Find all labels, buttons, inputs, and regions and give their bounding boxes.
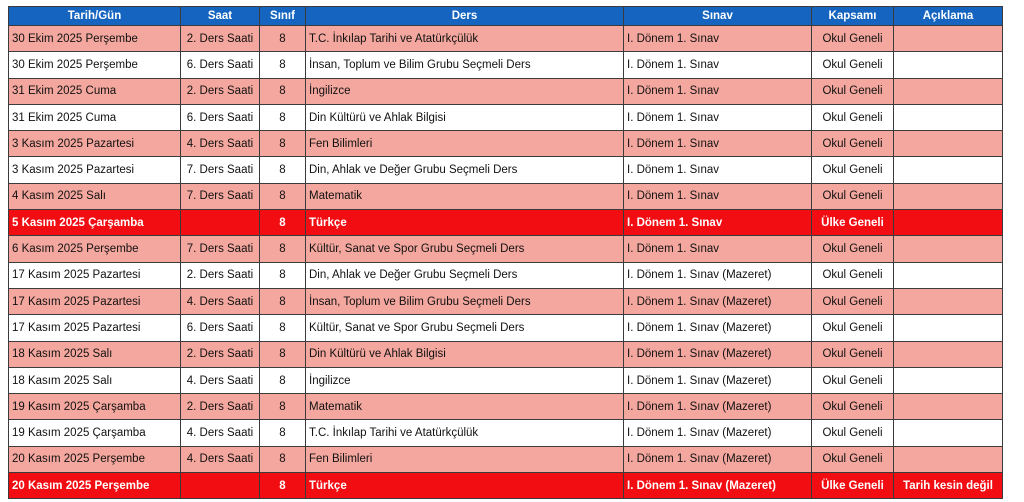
cell-course[interactable]: İngilizce <box>306 78 624 104</box>
cell-course[interactable]: Türkçe <box>306 473 624 499</box>
header-exam[interactable]: Sınav <box>624 7 812 26</box>
exam-schedule-table <box>8 6 1003 499</box>
table-row <box>9 78 1003 104</box>
table-row <box>9 236 1003 262</box>
cell-exam[interactable]: I. Dönem 1. Sınav <box>624 210 812 236</box>
cell-date[interactable]: 30 Ekim 2025 Perşembe <box>9 52 181 78</box>
cell-date[interactable]: 18 Kasım 2025 Salı <box>9 341 181 367</box>
cell-hour[interactable] <box>181 473 260 499</box>
cell-note[interactable] <box>894 210 1003 236</box>
cell-exam[interactable]: I. Dönem 1. Sınav <box>624 157 812 183</box>
cell-scope[interactable]: Okul Geneli <box>812 104 894 130</box>
header-hour[interactable]: Saat <box>181 7 260 26</box>
header-note[interactable]: Açıklama <box>894 7 1003 26</box>
cell-grade[interactable]: 8 <box>260 341 306 367</box>
cell-scope[interactable]: Okul Geneli <box>812 78 894 104</box>
table-row <box>9 288 1003 314</box>
cell-grade[interactable]: 8 <box>260 473 306 499</box>
table-row <box>9 183 1003 209</box>
cell-scope[interactable]: Okul Geneli <box>812 367 894 393</box>
table-row <box>9 26 1003 52</box>
cell-course[interactable]: Fen Bilimleri <box>306 131 624 157</box>
cell-course[interactable]: İngilizce <box>306 367 624 393</box>
cell-note[interactable] <box>894 446 1003 472</box>
cell-note[interactable] <box>894 183 1003 209</box>
cell-course[interactable]: İnsan, Toplum ve Bilim Grubu Seçmeli Ders <box>306 52 624 78</box>
cell-date[interactable]: 3 Kasım 2025 Pazartesi <box>9 157 181 183</box>
cell-date[interactable]: 30 Ekim 2025 Perşembe <box>9 26 181 52</box>
cell-hour[interactable]: 4. Ders Saati <box>181 367 260 393</box>
cell-date[interactable]: 19 Kasım 2025 Çarşamba <box>9 420 181 446</box>
cell-course[interactable]: Din, Ahlak ve Değer Grubu Seçmeli Ders <box>306 262 624 288</box>
cell-course[interactable]: Matematik <box>306 394 624 420</box>
cell-grade[interactable]: 8 <box>260 394 306 420</box>
cell-hour[interactable]: 7. Ders Saati <box>181 157 260 183</box>
cell-scope[interactable]: Okul Geneli <box>812 236 894 262</box>
cell-date[interactable]: 20 Kasım 2025 Perşembe <box>9 446 181 472</box>
cell-course[interactable]: Kültür, Sanat ve Spor Grubu Seçmeli Ders <box>306 315 624 341</box>
cell-hour[interactable]: 6. Ders Saati <box>181 315 260 341</box>
cell-note[interactable]: Tarih kesin değil <box>894 473 1003 499</box>
cell-grade[interactable]: 8 <box>260 157 306 183</box>
cell-scope[interactable]: Okul Geneli <box>812 183 894 209</box>
cell-date[interactable]: 31 Ekim 2025 Cuma <box>9 104 181 130</box>
cell-course[interactable]: Fen Bilimleri <box>306 446 624 472</box>
cell-course[interactable]: Matematik <box>306 183 624 209</box>
table-row <box>9 131 1003 157</box>
cell-hour[interactable]: 7. Ders Saati <box>181 236 260 262</box>
cell-note[interactable] <box>894 288 1003 314</box>
cell-scope[interactable]: Okul Geneli <box>812 341 894 367</box>
cell-hour[interactable]: 2. Ders Saati <box>181 26 260 52</box>
cell-date[interactable]: 5 Kasım 2025 Çarşamba <box>9 210 181 236</box>
cell-note[interactable] <box>894 262 1003 288</box>
cell-exam[interactable]: I. Dönem 1. Sınav (Mazeret) <box>624 315 812 341</box>
cell-note[interactable] <box>894 78 1003 104</box>
cell-course[interactable]: T.C. İnkılap Tarihi ve Atatürkçülük <box>306 26 624 52</box>
cell-date[interactable]: 3 Kasım 2025 Pazartesi <box>9 131 181 157</box>
cell-exam[interactable]: I. Dönem 1. Sınav (Mazeret) <box>624 262 812 288</box>
cell-grade[interactable]: 8 <box>260 131 306 157</box>
cell-course[interactable]: Türkçe <box>306 210 624 236</box>
cell-date[interactable]: 6 Kasım 2025 Perşembe <box>9 236 181 262</box>
cell-grade[interactable]: 8 <box>260 262 306 288</box>
cell-grade[interactable]: 8 <box>260 315 306 341</box>
cell-course[interactable]: Kültür, Sanat ve Spor Grubu Seçmeli Ders <box>306 236 624 262</box>
cell-note[interactable] <box>894 394 1003 420</box>
cell-note[interactable] <box>894 104 1003 130</box>
cell-course[interactable]: Din, Ahlak ve Değer Grubu Seçmeli Ders <box>306 157 624 183</box>
cell-hour[interactable]: 7. Ders Saati <box>181 183 260 209</box>
cell-scope[interactable]: Okul Geneli <box>812 446 894 472</box>
header-course[interactable]: Ders <box>306 7 624 26</box>
cell-grade[interactable]: 8 <box>260 446 306 472</box>
cell-date[interactable]: 17 Kasım 2025 Pazartesi <box>9 288 181 314</box>
table-row <box>9 394 1003 420</box>
cell-exam[interactable]: I. Dönem 1. Sınav (Mazeret) <box>624 420 812 446</box>
cell-hour[interactable] <box>181 210 260 236</box>
cell-exam[interactable]: I. Dönem 1. Sınav <box>624 26 812 52</box>
cell-hour[interactable]: 6. Ders Saati <box>181 104 260 130</box>
cell-exam[interactable]: I. Dönem 1. Sınav <box>624 52 812 78</box>
cell-scope[interactable]: Okul Geneli <box>812 26 894 52</box>
table-row <box>9 210 1003 236</box>
cell-note[interactable] <box>894 420 1003 446</box>
cell-hour[interactable]: 2. Ders Saati <box>181 394 260 420</box>
cell-grade[interactable]: 8 <box>260 367 306 393</box>
cell-scope[interactable]: Okul Geneli <box>812 288 894 314</box>
cell-exam[interactable]: I. Dönem 1. Sınav (Mazeret) <box>624 367 812 393</box>
table-row <box>9 367 1003 393</box>
cell-scope[interactable]: Ülke Geneli <box>812 210 894 236</box>
cell-hour[interactable]: 4. Ders Saati <box>181 446 260 472</box>
cell-note[interactable] <box>894 236 1003 262</box>
table-body <box>9 26 1003 499</box>
header-date[interactable]: Tarih/Gün <box>9 7 181 26</box>
table-row <box>9 473 1003 499</box>
cell-exam[interactable]: I. Dönem 1. Sınav <box>624 78 812 104</box>
cell-note[interactable] <box>894 315 1003 341</box>
cell-date[interactable]: 17 Kasım 2025 Pazartesi <box>9 262 181 288</box>
cell-scope[interactable]: Ülke Geneli <box>812 473 894 499</box>
cell-grade[interactable]: 8 <box>260 420 306 446</box>
cell-exam[interactable]: I. Dönem 1. Sınav <box>624 104 812 130</box>
table-row <box>9 52 1003 78</box>
table-row <box>9 262 1003 288</box>
cell-date[interactable]: 19 Kasım 2025 Çarşamba <box>9 394 181 420</box>
cell-exam[interactable]: I. Dönem 1. Sınav (Mazeret) <box>624 473 812 499</box>
cell-scope[interactable]: Okul Geneli <box>812 262 894 288</box>
table-row <box>9 341 1003 367</box>
table-row <box>9 446 1003 472</box>
cell-scope[interactable]: Okul Geneli <box>812 131 894 157</box>
table-row <box>9 420 1003 446</box>
cell-grade[interactable]: 8 <box>260 78 306 104</box>
cell-date[interactable]: 31 Ekim 2025 Cuma <box>9 78 181 104</box>
cell-grade[interactable]: 8 <box>260 104 306 130</box>
cell-exam[interactable]: I. Dönem 1. Sınav <box>624 183 812 209</box>
cell-date[interactable]: 18 Kasım 2025 Salı <box>9 367 181 393</box>
cell-course[interactable]: Din Kültürü ve Ahlak Bilgisi <box>306 104 624 130</box>
cell-grade[interactable]: 8 <box>260 52 306 78</box>
cell-scope[interactable]: Okul Geneli <box>812 420 894 446</box>
cell-exam[interactable]: I. Dönem 1. Sınav <box>624 131 812 157</box>
header-row <box>9 7 1003 26</box>
cell-course[interactable]: İnsan, Toplum ve Bilim Grubu Seçmeli Ders <box>306 288 624 314</box>
cell-date[interactable]: 20 Kasım 2025 Perşembe <box>9 473 181 499</box>
cell-hour[interactable]: 4. Ders Saati <box>181 420 260 446</box>
cell-scope[interactable]: Okul Geneli <box>812 52 894 78</box>
table-row <box>9 157 1003 183</box>
cell-hour[interactable]: 2. Ders Saati <box>181 78 260 104</box>
header-grade[interactable]: Sınıf <box>260 7 306 26</box>
cell-grade[interactable]: 8 <box>260 288 306 314</box>
cell-note[interactable] <box>894 367 1003 393</box>
cell-scope[interactable]: Okul Geneli <box>812 394 894 420</box>
cell-grade[interactable]: 8 <box>260 26 306 52</box>
cell-hour[interactable]: 2. Ders Saati <box>181 341 260 367</box>
cell-exam[interactable]: I. Dönem 1. Sınav (Mazeret) <box>624 394 812 420</box>
cell-scope[interactable]: Okul Geneli <box>812 157 894 183</box>
cell-grade[interactable]: 8 <box>260 210 306 236</box>
cell-note[interactable] <box>894 341 1003 367</box>
cell-hour[interactable]: 4. Ders Saati <box>181 288 260 314</box>
cell-note[interactable] <box>894 131 1003 157</box>
cell-date[interactable]: 4 Kasım 2025 Salı <box>9 183 181 209</box>
cell-note[interactable] <box>894 157 1003 183</box>
table-row <box>9 104 1003 130</box>
cell-note[interactable] <box>894 26 1003 52</box>
header-scope[interactable]: Kapsamı <box>812 7 894 26</box>
cell-date[interactable]: 17 Kasım 2025 Pazartesi <box>9 315 181 341</box>
cell-scope[interactable]: Okul Geneli <box>812 315 894 341</box>
cell-exam[interactable]: I. Dönem 1. Sınav <box>624 236 812 262</box>
cell-course[interactable]: T.C. İnkılap Tarihi ve Atatürkçülük <box>306 420 624 446</box>
cell-hour[interactable]: 2. Ders Saati <box>181 262 260 288</box>
cell-exam[interactable]: I. Dönem 1. Sınav (Mazeret) <box>624 288 812 314</box>
cell-grade[interactable]: 8 <box>260 236 306 262</box>
cell-hour[interactable]: 6. Ders Saati <box>181 52 260 78</box>
cell-exam[interactable]: I. Dönem 1. Sınav (Mazeret) <box>624 341 812 367</box>
table-row <box>9 315 1003 341</box>
cell-hour[interactable]: 4. Ders Saati <box>181 131 260 157</box>
cell-grade[interactable]: 8 <box>260 183 306 209</box>
cell-exam[interactable]: I. Dönem 1. Sınav (Mazeret) <box>624 446 812 472</box>
cell-note[interactable] <box>894 52 1003 78</box>
cell-course[interactable]: Din Kültürü ve Ahlak Bilgisi <box>306 341 624 367</box>
